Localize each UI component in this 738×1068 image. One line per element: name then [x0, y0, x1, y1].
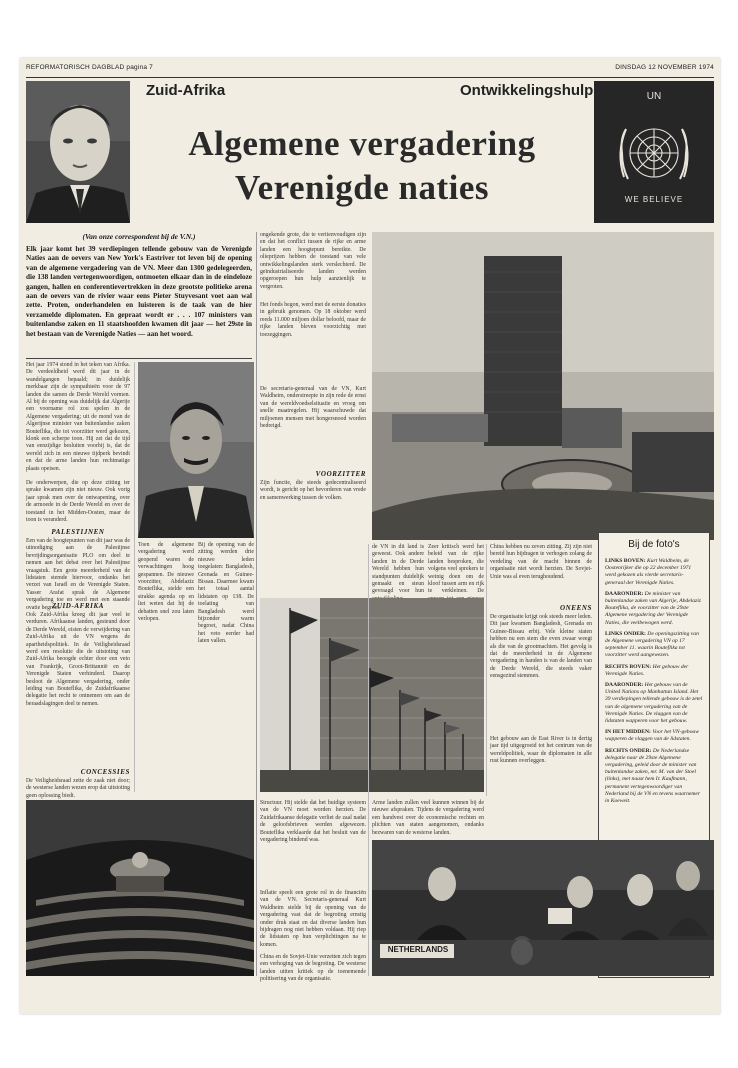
caption-entry: DAARONDER: De minister van buitenlandse zaken van Algerije, Abdelaziz Bouteflika, de voorzitter van de 29ste Algemene vergadering der Verenigde Naties, die veelbewogen werd. — [605, 590, 701, 626]
caption-entry: LINKS ONDER: De openingszitting van de Algemene vergadering VN op 17 september 11. waarin Bouteflika tot voorzitter werd aangewezen. — [605, 630, 699, 659]
un-logo-letters: UN — [646, 91, 662, 102]
masthead — [26, 64, 714, 76]
captions-list — [599, 558, 709, 805]
article-concessies: De Veiligheidsraad zette de zaak niet door; de westerse landen wezen erop dat uitstoting geen oplossing biedt. — [26, 778, 130, 799]
lead-paragraph: Elk jaar komt het 39 verdiepingen tellende gebouw van de Verenigde Naties aan de oevers van New York's Eastriver tot leven bij de opening van de algemene vergadering van de VN. Meer dan 1300 gedelegeerden, die 138 landen vertegenwoordigen, ontmoeten elkaar dan in de eindeloze gangen, hallen en conferentievertrekken in deze grootste politieke arena aan de oevers van de rivier waar eens Pieter Stuyvesant voet aan wal zette. Proten, onderhandelen en luisteren is de taak van de hier verzamelde diplomaten. En gepraat wordt er . . . 107 ministers van buitenlandse zaken en 11 staatshoofden kwamen dit jaar — het 29ste in het bestaan van de Verenigde Naties — aan het woord. — [26, 245, 252, 338]
caption-entry: RECHTS BOVEN: Het gebouw der Verenigde Naties. — [605, 663, 689, 677]
article-col3-fund: Het fonds begon, werd met de eerste donaties in gebruik genomen. Op 18 oktober werd reeds 11.000 miljoen dollar beloofd, maar de rijke landen bleven voorzichtig met toezeggingen. — [260, 302, 366, 338]
masthead-date: DINSDAG 12 NOVEMBER 1974 — [615, 64, 714, 71]
article-lower-arme-landen: Arme landen zullen veel kunnen winnen bij de nieuwe afspraken. Tijdens de vergadering werd een handvest over de economische rechten en plichten van staten aangenomen, ondanks bezwaren van de westerse landen. — [372, 800, 484, 836]
lead-article — [26, 232, 252, 358]
article-zuid-afrika: Ook Zuid-Afrika kreeg dit jaar veel te verduren. Afrikaanse landen, gesteund door de Derde Wereld, eisten de verwijdering van Zuid-Afrika uit de VN wegens de apartheidspolitiek. In de Veiligheidsraad werd een resolutie die de uitstoting van Zuid-Afrika beoogde echter door een veto van Frankrijk, Groot-Brittannië en de Verenigde Staten verhinderd. Daarop besloot de Algemene vergadering, onder leiding van Bouteflika, de Zuidafrikaanse delegatie het recht te ontnemen om aan de beraadslagingen deel te nemen. — [26, 612, 130, 707]
photo-waldheim — [26, 81, 130, 223]
caption-entry: LINKS BOVEN: Kurt Waldheim, de Oostenrijker die op 22 december 1971 werd gekozen als vierde secretaris-generaal der Verenigde Naties. — [605, 558, 692, 586]
subhead-voorzitter: VOORZITTER — [315, 470, 366, 478]
headline — [132, 122, 592, 210]
article-col1-intro: Het jaar 1974 stond in het teken van Afrika. De verdeeldheid werd dit jaar in de wandelgangen bepaald; in duidelijk merkbaar zijn de sympathieën voor de 97 landen die samen de Derde Wereld vormen. Al bij de opening was duidelijk dat Algerije een voorname rol zou spelen in de Algemene vergadering; uit de mond van de Algerijnse minister van buitenlandse zaken Bouteflika, die tot voorzitter werd gekozen, klonk een scherpe toon. Hij zei dat de tijd van eenzijdige besluiten voorbij is, dat de wereld zich in een nieuwe tijdperk bevindt en dat de arme landen hun rechtmatige plaats opeisen. — [26, 362, 130, 472]
caption-entry: RECHTS ONDER: De Nederlandse delegatie naar de 29ste Algemene vergadering, geleid door de minister van buitenlandse zaken, mr. M. van der Stoel (links), met naast hem Ir. Kaufmann, permanent vertegenwoordiger van Nederland bij de VN en tevens waarnemer in Koeweit. — [605, 747, 701, 805]
photo-flags — [260, 598, 484, 792]
article-col5-building: Het gebouw aan de East River is in dertig jaar tijd uitgegroeid tot het centrum van de wereldpolitiek, waar de diplomaten in alle rust kunnen overleggen. — [490, 736, 592, 765]
article-palestijnen: Een van de hoogtepunten van dit jaar was de uitnodiging aan de Palestijnse bevrijdingsorganisatie PLO om deel te nemen aan het debat over het Palestijnse vraagstuk. Een grote meerderheid van de lidstaten stemde hiervoor, ondanks het verzet van Israël en de Verenigde Staten. Yasser Arafat sprak de Algemene vergadering toe en werd met een staande ovatie begroet. — [26, 538, 130, 611]
article-voorzitter: Zijn functie, die steeds gedecentraliseerd wordt, is gericht op het bevorderen van vrede en samenwerking tussen de volken. — [260, 480, 366, 501]
newspaper-page — [20, 58, 720, 1014]
photo-un-building — [372, 232, 714, 540]
captions-title: Bij de foto's — [628, 539, 680, 550]
article-col1-topics: De onderwerpen, die op deze zitting ter sprake kwamen zijn niet nieuw. Ook vorig jaar sprak men over de ontwapening, over de armoede in de Derde Wereld en over de toestand in het Midden-Oosten, maar de toon is veranderd. — [26, 480, 130, 524]
column-divider — [486, 544, 487, 796]
article-col4-critique: Zeer kritisch werd het beleid van de rijke landen besproken, die volgens veel sprekers te weinig doen om de kloof tussen arm en rijk te verkleinen. De — [428, 544, 484, 595]
article-col2-opening: Toen de algemene vergadering werd geopend waren de verwachtingen hoog gespannen. De nieuwe voorzitter, Abdelaziz Bouteflika, stelde een strakke agenda op en liet weten dat hij de debatten snel zou laten verlopen. — [138, 542, 194, 623]
photo-flags-top — [260, 544, 364, 546]
section-label-zuid-afrika: Zuid-Afrika — [146, 82, 226, 99]
lead-byline: (Van onze correspondent bij de V.N.) — [82, 232, 196, 241]
photo-flags-spacer — [260, 544, 364, 604]
masthead-publication: REFORMATORISCH DAGBLAD pagina 7 — [26, 64, 153, 71]
headline-line-1: Algemene vergadering — [188, 124, 536, 163]
un-logo — [594, 81, 714, 223]
lead-rule — [26, 358, 252, 359]
photo-placard-netherlands: NETHERLANDS — [387, 945, 449, 954]
section-label-ontwikkelingshulp: Ontwikkelingshulp — [460, 82, 594, 99]
column-divider — [368, 544, 369, 976]
un-logo-motto: WE BELIEVE — [624, 195, 684, 204]
article-col3-waldheim: De secretaris-generaal van de VN, Kurt Waldheim, onderstreepte in zijn rede de ernst van de wereldvoedselsituatie en vroeg om snelle maatregelen. Hij waarschuwde dat miljoenen mensen met hongersnood worden bedreigd. — [260, 386, 366, 430]
article-oneens: De organisatie krijgt ook steeds meer leden. Dit jaar kwamen Bangladesh, Grenada en Guinee-Bissau erbij. Vele kleine staten hebben nu een stem die even zwaar weegt als die van de grootmachten. Het gevolg is dat de meerderheid in de Algemene vergadering in handen is van de landen van de Derde Wereld, die steeds vaker eensgezind stemmen. — [490, 614, 592, 680]
article-lower-china: China en de Sovjet-Unie verzetten zich tegen een verhoging van de begroting. De westerse landen uitten kritiek op de toenemende politisering van de organisatie. — [260, 954, 366, 983]
column-divider — [134, 362, 135, 792]
photo-bouteflika — [138, 362, 254, 538]
caption-entry: IN HET MIDDEN: Voor het VN-gebouw wapperen de vlaggen van de lidstaten. — [605, 729, 699, 743]
column-divider — [256, 232, 257, 976]
article-lower-structure: Structuur. Hij stelde dat het huidige systeem van de VN moet worden herzien. De Zuidafrikaanse delegatie verliet de zaal nadat de geloofsbrieven werden afgewezen. Bouteflika verklaarde dat het besluit van de vergadering bindend was. — [260, 800, 366, 844]
photo-dutch-delegation — [372, 840, 714, 976]
article-col4-countries: de VN in dit land is geweest. Ook andere landen in de Derde Wereld hebben hun standpunten duidelijk gemaakt en steun gevraagd voor hun — [372, 544, 424, 595]
headline-line-2: Verenigde naties — [235, 168, 489, 207]
article-col2-members: Bij de opening van de zitting werden drie nieuwe leden toegelaten: Bangladesh, Grenada en Guinee-Bissau. Daarmee kwam het totaal aantal lidstaten op 138. De toelating van Bangladesh werd bijzonder warm begroet, nadat China het veto eerder had laten vallen. — [198, 542, 254, 645]
subhead-oneens: ONEENS — [560, 604, 592, 612]
article-lower-inflatie: Inflatie speelt een grote rol in de financiën van de VN. Secretaris-generaal Kurt Waldheim stelde bij de opening van de vergadering vast dat de begroting ernstig onder druk staat en dat diverse landen hun bijdragen nog niet hebben voldaan. Hij riep de lidstaten op hun verplichtingen na te komen. — [260, 890, 366, 948]
subhead-palestijnen: PALESTIJNEN — [51, 528, 105, 536]
subhead-concessies: CONCESSIES — [80, 768, 130, 776]
article-col3-economy: ongekende grote, die te vertienvoudigen zijn en dat het conflict tussen de rijke en arme landen een hoogtepunt bereikte. De olieprijzen hebben de toestand van vele ontwikkelingslanden sterk verslechterd. De geïndustrialiseerde landen werden opgeroepen hun hulp aanzienlijk te vergroten. — [260, 232, 366, 290]
subhead-zuid-afrika: ZUID-AFRIKA — [51, 602, 105, 610]
photo-assembly-hall — [26, 800, 254, 976]
masthead-rule — [26, 77, 714, 78]
caption-entry: DAARONDER: Het gebouw van de United Nations op Manhattan Island. Het 39 verdiepingen tellende gebouw is de zetel van de algemene vergadering van de Verenigde Naties. De vlaggen van de lidstaten wapperen voor het gebouw. — [605, 682, 703, 725]
article-col5-china: China hebben nu zeven zitting. Zij zijn niet bereid hun bijdragen te verhogen zolang de verdeling van de macht binnen de organisatie niet wordt herzien. De Sovjet-Unie was al even terughoudend. — [490, 544, 592, 580]
